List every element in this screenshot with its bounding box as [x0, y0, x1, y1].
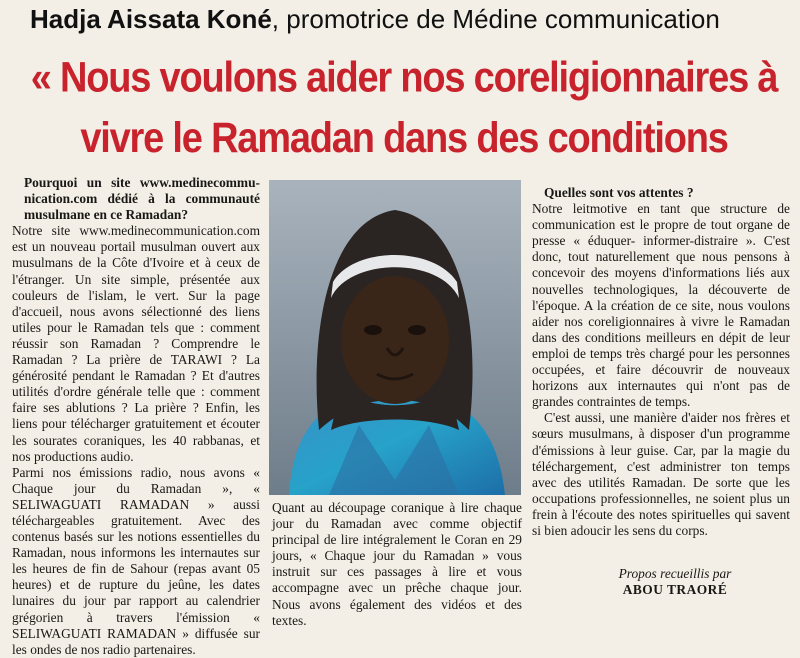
byline-author: ABOU TRAORÉ	[622, 582, 728, 597]
right-column	[532, 185, 790, 575]
byline-intro: Propos recueillis par	[618, 566, 732, 581]
portrait-illustration	[269, 180, 521, 495]
answer-1-paragraph-1: Notre site www.medinecommunication.com est un nouveau portail musulman ouvert aux musulmans de la Côte d'Ivoire et à ceux de l'étranger. Un site simple, présentée aux couleurs de l'islam, le vert. Sur la page d'accueil, nous avons sélectionné des liens utiles pour le Ramadan tels que : comment réussir son Ramadan ? Comprendre le Ramadan ? La prière de TARAWI ? La générosité pendant le Ramadan ? Et d'autres utilités d'ordre générale telle que : comment faire ses ablutions ? La prière ? Enfin, les liens pour télécharger gratuitement et écouter les sourates coraniques, les 40 rabbanas, et nos productions audio.	[12, 223, 260, 464]
article-headline: « Nous voulons aider nos coreligionnaires à vivre le Ramadan dans des conditions	[30, 54, 778, 163]
byline	[560, 566, 790, 598]
interviewee-line	[30, 2, 800, 42]
middle-column	[272, 500, 522, 628]
interviewee-role: , promotrice de Médine communication	[271, 4, 720, 34]
portrait-photo	[269, 180, 521, 495]
answer-2-paragraph-1: Notre leitmotive en tant que structure de communication est le propre de tout organe de presse « éduquer- informer-distraire ». C'est donc, tout naturellement que nous pensons à concevoir des moyens d'informations liés aux nouvelles technologiques, la découverte de l'époque. A la création de ce site, nous voulons aider nos coreligionnaires à vivre le Ramadan dans des conditions meilleurs en dépit de leur emploi de temps très chargé pour les personnes occupées, et faire découvrir de nouveaux horizons aux internautes qui n'ont pas de grandes contraintes de temps.	[532, 201, 790, 410]
question-1: Pourquoi un site www.medinecommunication.com dédié à la communauté musulmane en ce Ramadan?	[24, 175, 260, 223]
answer-2-paragraph-2: C'est aussi, une manière d'aider nos frères et sœurs musulmans, à disposer d'un programme d'émissions à leur guise. Car, par la magie du téléchargement, c'est administrer ton temps avec des utilités Ramadan. De sorte que les occupations professionnelles, ne soient plus un frein à l'écoute des notes spirituelles qui savent si bien adoucir les sens du corps.	[532, 410, 790, 538]
left-column	[12, 175, 260, 657]
answer-1-paragraph-2: Parmi nos émissions radio, nous avons « Chaque jour du Ramadan », « SELIWAGUATI RAMADAN » aussi téléchargeables gratuitement. Avec des contenus basés sur les notions essentielles du Ramadan, nous informons les internautes sur les heures de fin de Sahour (repas avant 05 heures) et de rupture du jeûne, les dates lunaires du jour par rapport au calendrier grégorien à travers l'émission « SELIWAGUATI RAMADAN » diffusée sur les ondes de nos radio partenaires.	[12, 464, 260, 657]
middle-paragraph: Quant au découpage coranique à lire chaque jour du Ramadan avec comme objectif principal de lire intégralement le Coran en 29 jours, « Chaque jour du Ramadan » vous instruit sur ces passages à lire et vous accompagne avec un prêche chaque jour. Nous avons également des vidéos et des textes.	[272, 500, 522, 628]
interviewee-name: Hadja Aissata Koné	[30, 4, 272, 34]
question-2: Quelles sont vos attentes ?	[544, 185, 694, 200]
